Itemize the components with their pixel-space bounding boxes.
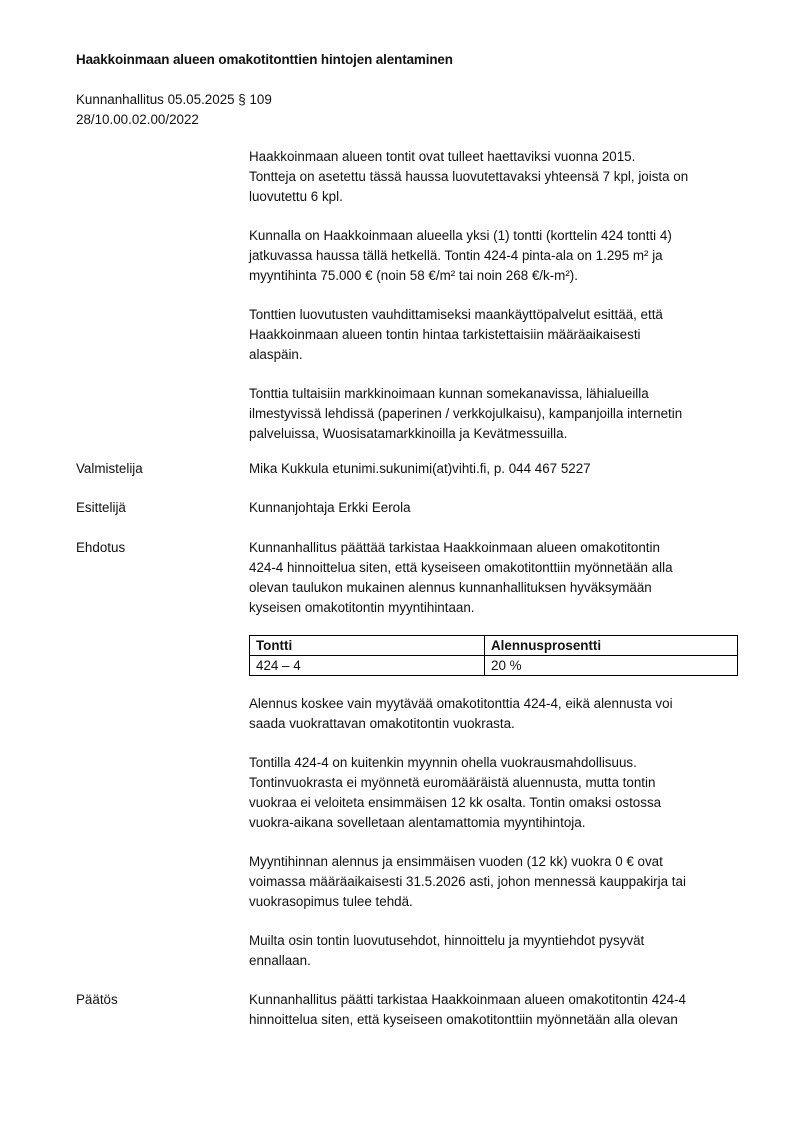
discount-table (249, 635, 738, 676)
proposal-details (249, 694, 741, 971)
table-cell: 20 % (485, 656, 738, 676)
presenter-label: Esittelijä (76, 500, 126, 515)
presenter-value: Kunnanjohtaja Erkki Eerola (249, 500, 411, 515)
detail-paragraph: Muilta osin tontin luovutusehdot, hinnoittelu ja myyntiehdot pysyvät ennallaan. (249, 933, 645, 968)
table-cell: 424 – 4 (250, 656, 485, 676)
decision-text: Kunnanhallitus päätti tarkistaa Haakkoinmaan alueen omakotitontin 424-4 hinnoittelua siten, että kyseiseen omakotitonttiin myönnetään alla olevan (249, 992, 686, 1027)
intro-paragraph: Tonttia tultaisiin markkinoimaan kunnan somekanavissa, lähialueilla ilmestyvissä lehdissä (paperinen / verkkojulkaisu), kampanjoilla internetin palveluissa, Wuosisatamarkkinoilla ja Kevätmessuilla. (249, 386, 683, 441)
record-id: 28/10.00.02.00/2022 (76, 112, 199, 127)
proposal-text: Kunnanhallitus päättää tarkistaa Haakkoinmaan alueen omakotitontin 424-4 hinnoittelua siten, että kyseiseen omakotitonttiin myönnetään alla olevan taulukon mukainen alennus kunnanhallituksen hyväksymään kyseisen omakotitontin myyntihintaan. (249, 540, 673, 615)
table-header-row (250, 636, 738, 656)
meeting-info (76, 90, 272, 130)
intro-paragraph: Kunnalla on Haakkoinmaan alueella yksi (1) tontti (korttelin 424 tontti 4) jatkuvassa haussa tällä hetkellä. Tontin 424-4 pinta-ala on 1.295 m² ja myyntihinta 75.000 € (noin 58 €/m² tai noin 268 €/k-m²). (249, 228, 672, 283)
page-title: Haakkoinmaan alueen omakotitonttien hintojen alentaminen (76, 52, 453, 67)
meeting-reference: Kunnanhallitus 05.05.2025 § 109 (76, 92, 272, 107)
detail-paragraph: Tontilla 424-4 on kuitenkin myynnin ohella vuokrausmahdollisuus. Tontinvuokrasta ei myönnetä euromääräistä aluennusta, mutta tontin vuokraa ei veloiteta ensimmäisen 12 kk osalta. Tontin omaksi ostossa vuokra-aikana sovelletaan alentamattomia myyntihintoja. (249, 755, 662, 830)
intro-paragraph: Haakkoinmaan alueen tontit ovat tulleet haettaviksi vuonna 2015. Tontteja on asetettu tässä haussa luovutettavaksi yhteensä 7 kpl, joista on luovutettu 6 kpl. (249, 149, 689, 204)
preparer-label: Valmistelija (76, 461, 143, 476)
intro-section (249, 147, 741, 444)
table-header: Alennusprosentti (485, 636, 738, 656)
table-row (250, 656, 738, 676)
preparer-value: Mika Kukkula etunimi.sukunimi(at)vihti.fi, p. 044 467 5227 (249, 461, 591, 476)
detail-paragraph: Alennus koskee vain myytävää omakotitonttia 424-4, eikä alennusta voi saada vuokrattavan omakotitontin vuokrasta. (249, 696, 673, 731)
table-header: Tontti (250, 636, 485, 656)
proposal-label: Ehdotus (76, 540, 126, 555)
intro-paragraph: Tonttien luovutusten vauhdittamiseksi maankäyttöpalvelut esittää, että Haakkoinmaan alueen tontin hintaa tarkistettaisiin määräaikaisesti alaspäin. (249, 307, 663, 362)
detail-paragraph: Myyntihinnan alennus ja ensimmäisen vuoden (12 kk) vuokra 0 € ovat voimassa määräaikaisesti 31.5.2026 asti, johon mennessä kauppakirja tai vuokrasopimus tulee tehdä. (249, 854, 686, 909)
decision-label: Päätös (76, 992, 118, 1007)
